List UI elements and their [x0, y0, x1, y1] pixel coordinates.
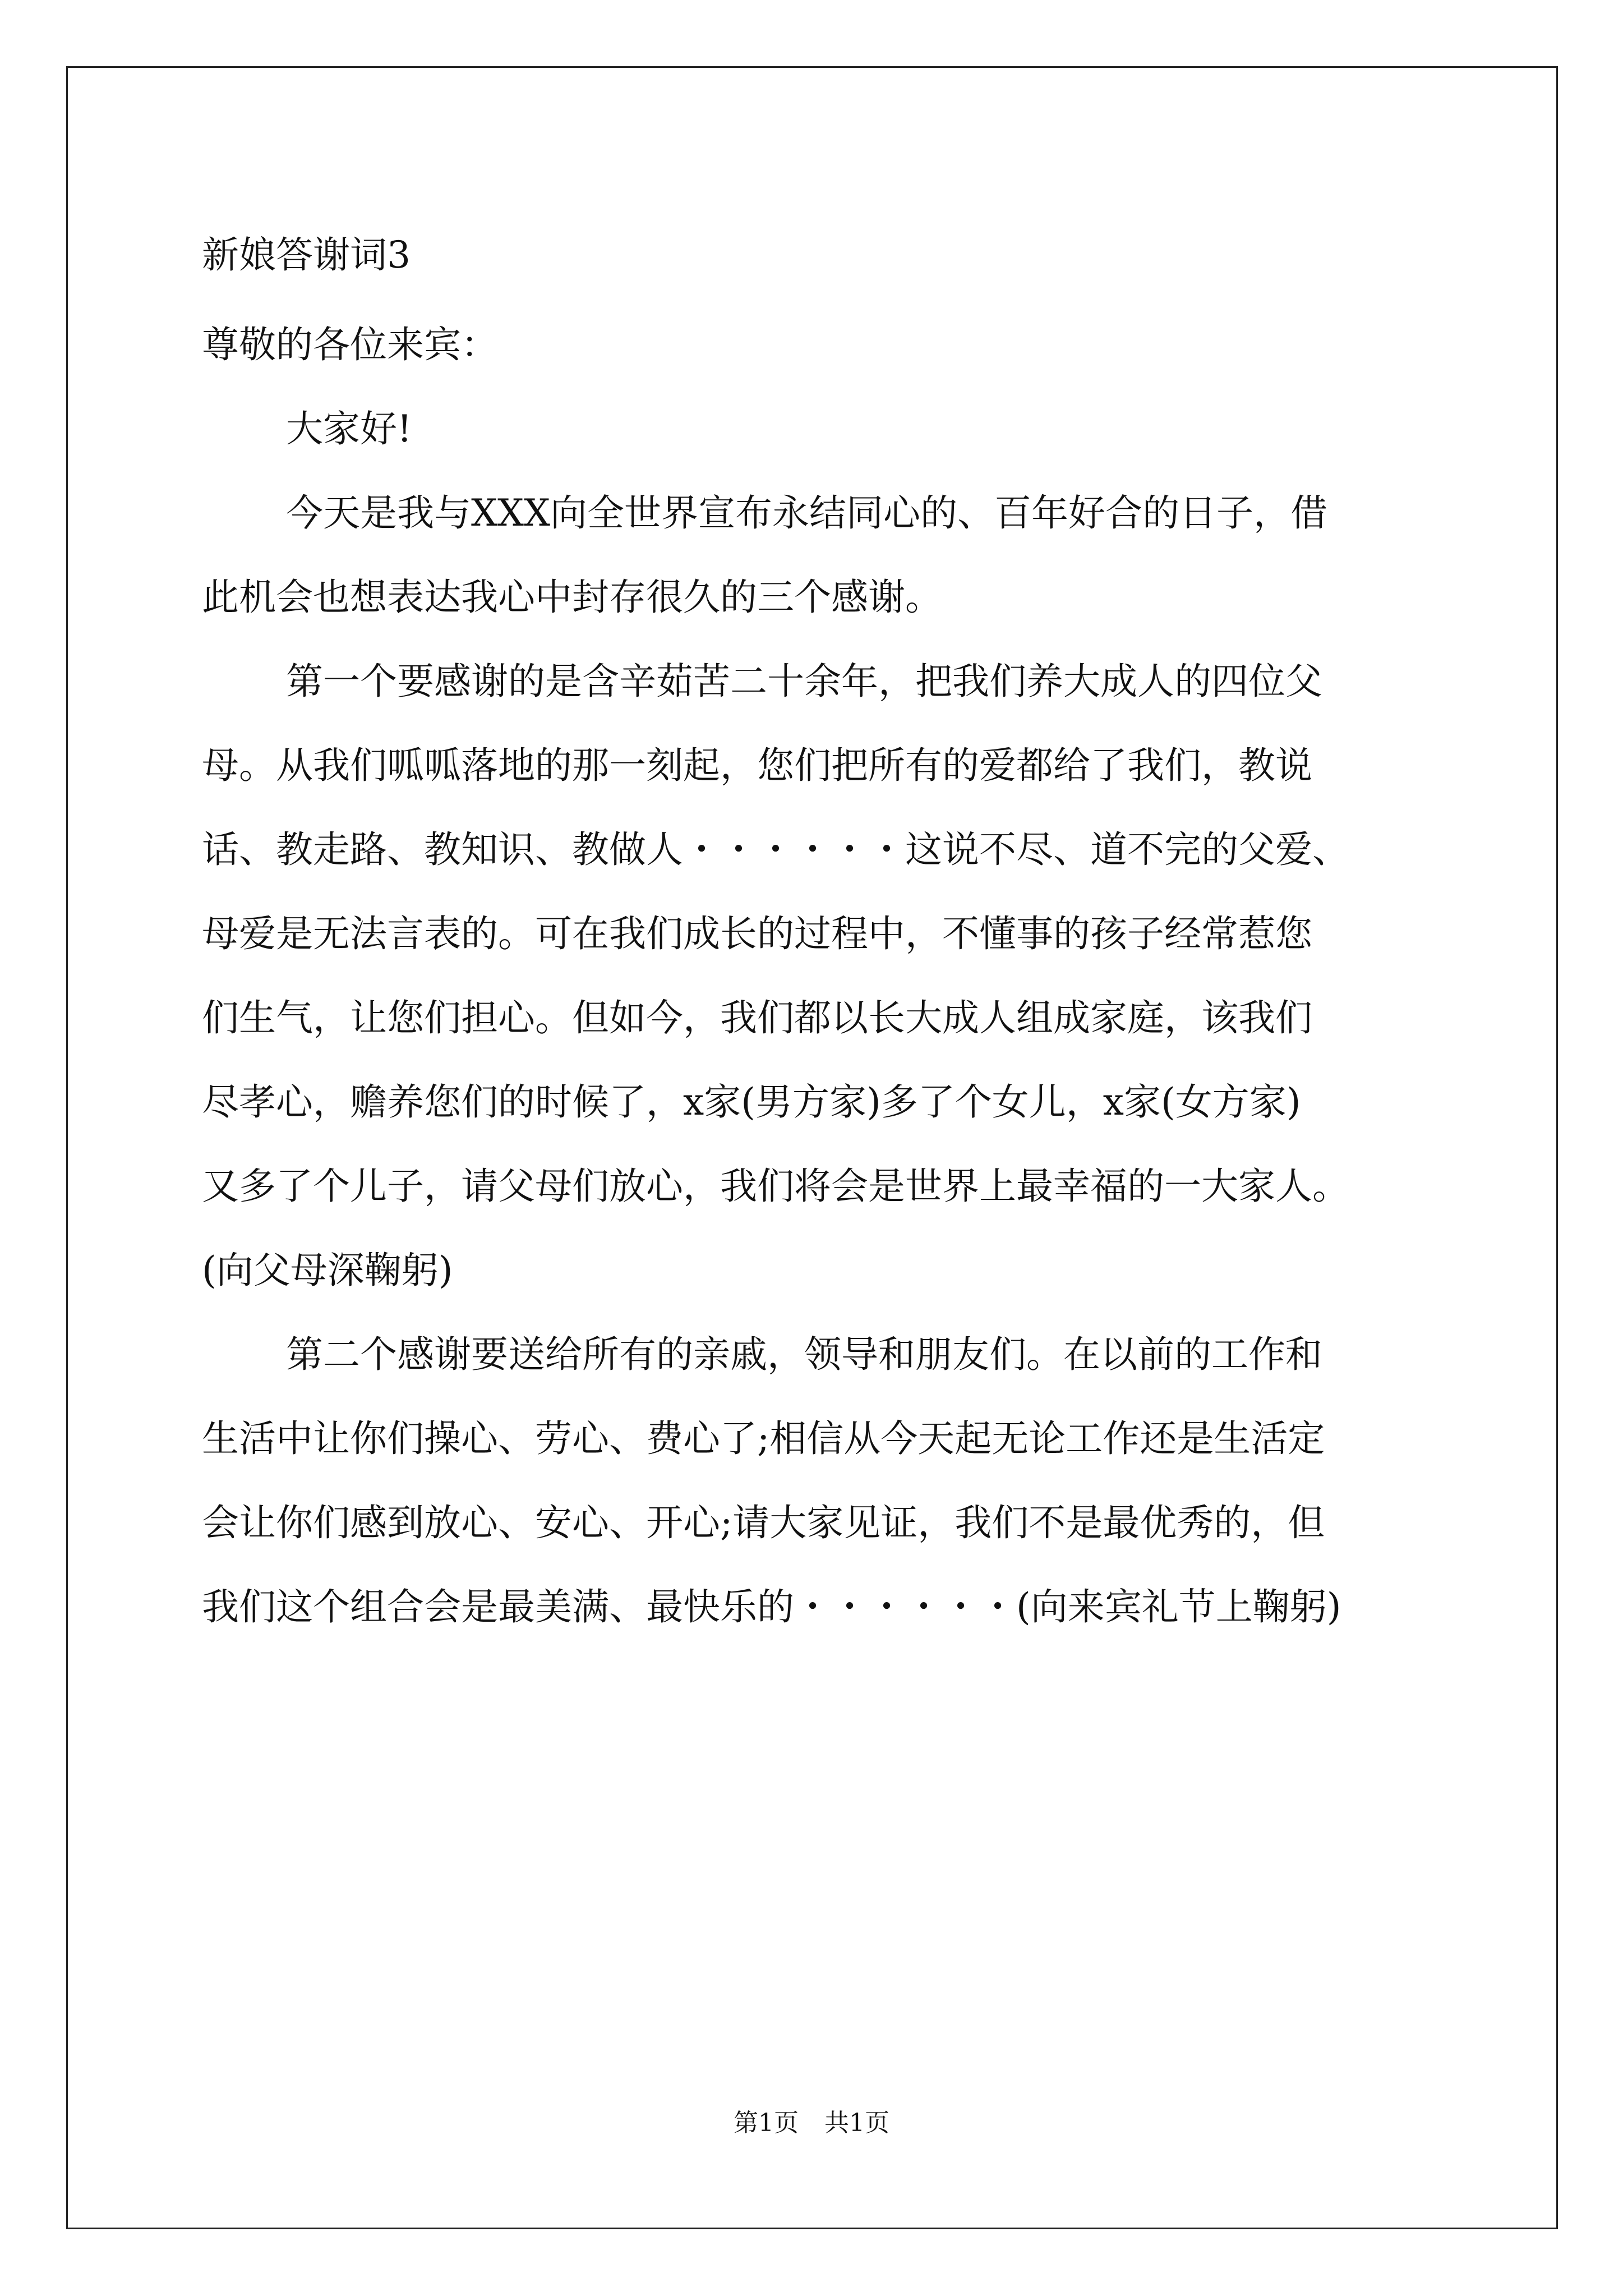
salutation: 尊敬的各位来宾：: [202, 323, 498, 366]
document-title: 新娘答谢词3: [202, 233, 411, 277]
page-number-total: 共1页: [824, 2109, 889, 2137]
paragraph-line: 此机会也想表达我心中封存很久的三个感谢。: [202, 576, 942, 619]
paragraph-line: 母爱是无法言表的。可在我们成长的过程中，不懂事的孩子经常惹您: [202, 912, 1312, 955]
paragraph-line: 会让你们感到放心、安心、开心;请大家见证，我们不是最优秀的，但: [202, 1501, 1325, 1544]
greeting: 大家好!: [286, 407, 412, 450]
page-footer: [0, 2106, 1623, 2140]
page-number-current: 第1页: [734, 2109, 799, 2137]
paragraph-line: (向父母深鞠躬): [202, 1249, 453, 1292]
paragraph-line: 今天是我与XXX向全世界宣布永结同心的、百年好合的日子，借: [286, 491, 1327, 535]
paragraph-line: 生活中让你们操心、劳心、费心了;相信从今天起无论工作还是生活定: [202, 1417, 1325, 1460]
paragraph-line: 话、教走路、教知识、教做人・・・・・・这说不尽、道不完的父爱、: [202, 828, 1349, 871]
paragraph-line: 又多了个儿子，请父母们放心，我们将会是世界上最幸福的一大家人。: [202, 1165, 1349, 1208]
document-body: [202, 213, 1436, 1649]
paragraph-line: 们生气，让您们担心。但如今，我们都以长大成人组成家庭，该我们: [202, 996, 1312, 1039]
paragraph-line: 尽孝心，赡养您们的时候了，x家(男方家)多了个女儿，x家(女方家): [202, 1080, 1301, 1124]
paragraph-line: 我们这个组合会是最美满、最快乐的・・・・・・(向来宾礼节上鞠躬): [202, 1585, 1341, 1628]
paragraph-line: 第二个感谢要送给所有的亲戚，领导和朋友们。在以前的工作和: [286, 1333, 1322, 1376]
paragraph-line: 母。从我们呱呱落地的那一刻起，您们把所有的爱都给了我们，教说: [202, 744, 1312, 787]
paragraph-line: 第一个要感谢的是含辛茹苦二十余年，把我们养大成人的四位父: [286, 660, 1322, 703]
